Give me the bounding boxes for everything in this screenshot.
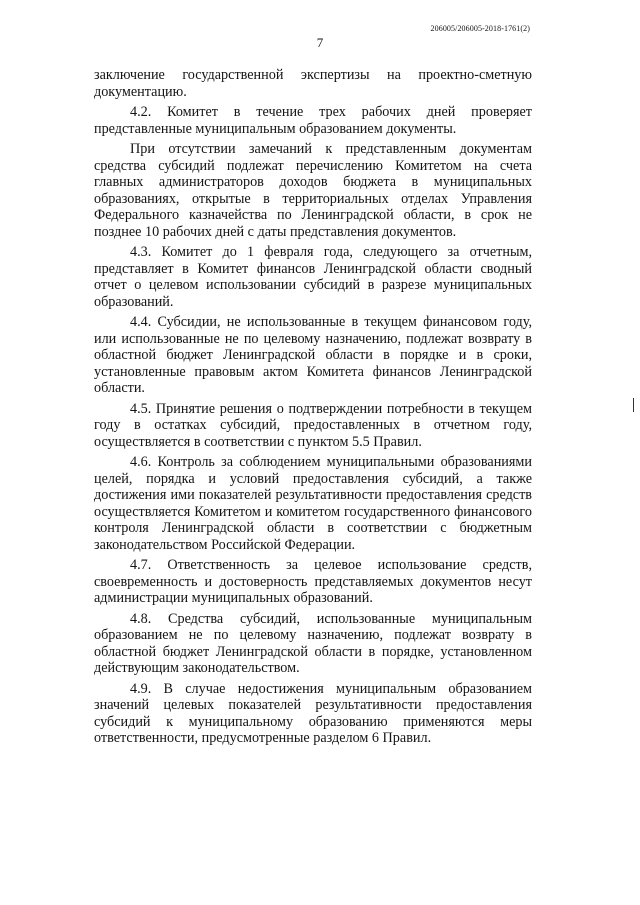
document-body [94, 67, 532, 751]
paragraph-no-remarks: При отсутствии замечаний к представленным документам средства субсидий подлежат перечислению Комитетом на счета главных администраторов доходов бюджета в муниципальных образованиях, открытые в территориальных отделах Управления Федерального казначейства по Ленинградской области, в срок не позднее 10 рабочих дней с даты представления документов. [94, 141, 532, 240]
paragraph-4-8: 4.8. Средства субсидий, использованные муниципальным образованием не по целевому назначению, подлежат возврату в областной бюджет Ленинградской области в порядке, установленном действующим законодательством. [94, 610, 532, 676]
paragraph-4-7: 4.7. Ответственность за целевое использование средств, своевременность и достоверность представляемых документов несут администрации муниципальных образований. [94, 557, 532, 606]
paragraph-4-2: 4.2. Комитет в течение трех рабочих дней проверяет представленные муниципальным образованием документы. [94, 104, 532, 137]
paragraph-4-6: 4.6. Контроль за соблюдением муниципальными образованиями целей, порядка и условий предоставления субсидий, а также достижения ими показателей результативности предоставления средств осуществляется Комитетом и комитетом государственного финансового контроля Ленинградской области в соответствии с бюджетным законодательством Российской Федерации. [94, 454, 532, 553]
paragraph-4-5: 4.5. Принятие решения о подтверждении потребности в текущем году в остатках субсидий, предоставленных в отчетном году, осуществляется в соответствии с пунктом 5.5 Правил. [94, 400, 532, 450]
page-number: 7 [316, 35, 324, 50]
paragraph-4-4: 4.4. Субсидии, не использованные в текущем финансовом году, или использованные не по целевому назначению, подлежат возврату в областной бюджет Ленинградской области в порядке и в сроки, установленные правовым актом Комитета финансов Ленинградской области. [94, 314, 532, 396]
paragraph-4-3: 4.3. Комитет до 1 февраля года, следующего за отчетным, представляет в Комитет финансов Ленинградской области сводный отчет о целевом использовании субсидий в разрезе муниципальных образований. [94, 244, 532, 310]
scan-edge-mark [633, 398, 634, 412]
paragraph-continuation: заключение государственной экспертизы на проектно-сметную документацию. [94, 67, 532, 100]
paragraph-4-9: 4.9. В случае недостижения муниципальным образованием значений целевых показателей результативности предоставления субсидий к муниципальному образованию применяются меры ответственности, предусмотренные разделом 6 Правил. [94, 680, 532, 746]
document-id: 206005/206005-2018-1761(2) [430, 24, 530, 33]
